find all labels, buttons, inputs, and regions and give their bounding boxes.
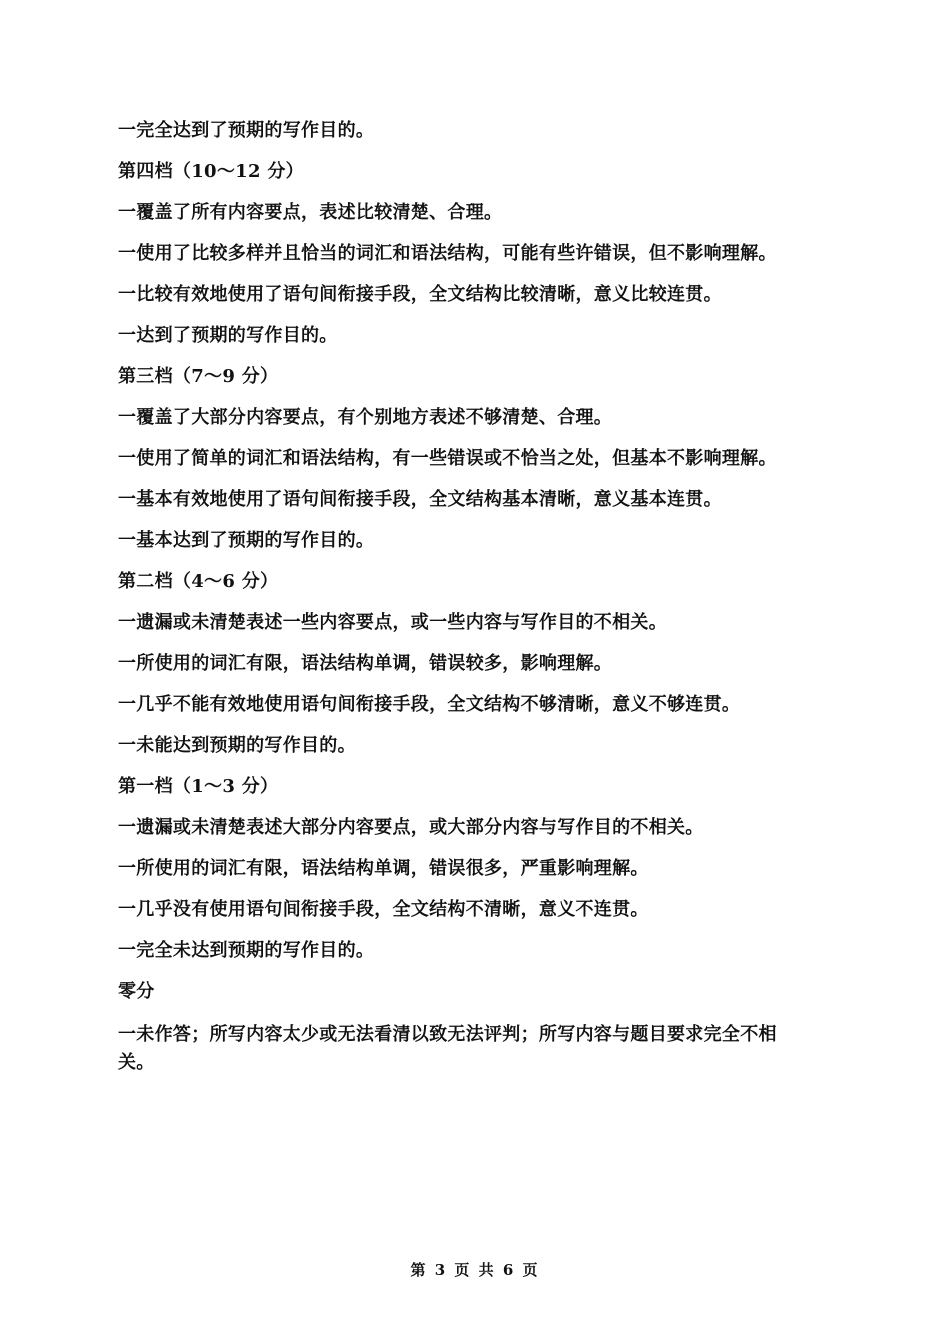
grade-heading-4: 第四档（10～12 分） bbox=[118, 161, 304, 182]
criteria-line: 一遗漏或未清楚表述一些内容要点，或一些内容与写作目的不相关。 bbox=[118, 612, 667, 633]
criteria-line: 一所使用的词汇有限，语法结构单调，错误较多，影响理解。 bbox=[118, 653, 613, 674]
grade-heading-1: 第一档（1～3 分） bbox=[118, 776, 279, 797]
criteria-line: 一覆盖了大部分内容要点，有个别地方表述不够清楚、合理。 bbox=[118, 407, 613, 428]
grade-heading-3: 第三档（7～9 分） bbox=[118, 366, 279, 387]
criteria-line: 一基本有效地使用了语句间衔接手段，全文结构基本清晰，意义基本连贯。 bbox=[118, 489, 722, 510]
criteria-line: 一完全达到了预期的写作目的。 bbox=[118, 120, 375, 141]
criteria-line: 一覆盖了所有内容要点，表述比较清楚、合理。 bbox=[118, 202, 503, 223]
scoring-criteria-body bbox=[118, 119, 808, 1094]
grade-heading-2: 第二档（4～6 分） bbox=[118, 571, 279, 592]
criteria-line: 一未能达到预期的写作目的。 bbox=[118, 735, 356, 756]
criteria-line: 一所使用的词汇有限，语法结构单调，错误很多，严重影响理解。 bbox=[118, 858, 649, 879]
criteria-line: 一几乎不能有效地使用语句间衔接手段，全文结构不够清晰，意义不够连贯。 bbox=[118, 694, 741, 715]
criteria-line: 一使用了简单的词汇和语法结构，有一些错误或不恰当之处，但基本不影响理解。 bbox=[118, 448, 777, 469]
criteria-line: 一未作答；所写内容太少或无法看清以致无法评判；所写内容与题目要求完全不相关。 bbox=[118, 1024, 777, 1073]
criteria-line: 一完全未达到预期的写作目的。 bbox=[118, 940, 375, 961]
criteria-line: 一使用了比较多样并且恰当的词汇和语法结构，可能有些许错误，但不影响理解。 bbox=[118, 243, 777, 264]
criteria-line: 一基本达到了预期的写作目的。 bbox=[118, 530, 375, 551]
grade-heading-zero: 零分 bbox=[118, 981, 155, 1002]
page-number-footer: 第 3 页 共 6 页 bbox=[410, 1261, 540, 1279]
criteria-line: 一遗漏或未清楚表述大部分内容要点，或大部分内容与写作目的不相关。 bbox=[118, 817, 704, 838]
criteria-line: 一几乎没有使用语句间衔接手段，全文结构不清晰，意义不连贯。 bbox=[118, 899, 649, 920]
criteria-line: 一达到了预期的写作目的。 bbox=[118, 325, 338, 346]
criteria-line: 一比较有效地使用了语句间衔接手段，全文结构比较清晰，意义比较连贯。 bbox=[118, 284, 722, 305]
